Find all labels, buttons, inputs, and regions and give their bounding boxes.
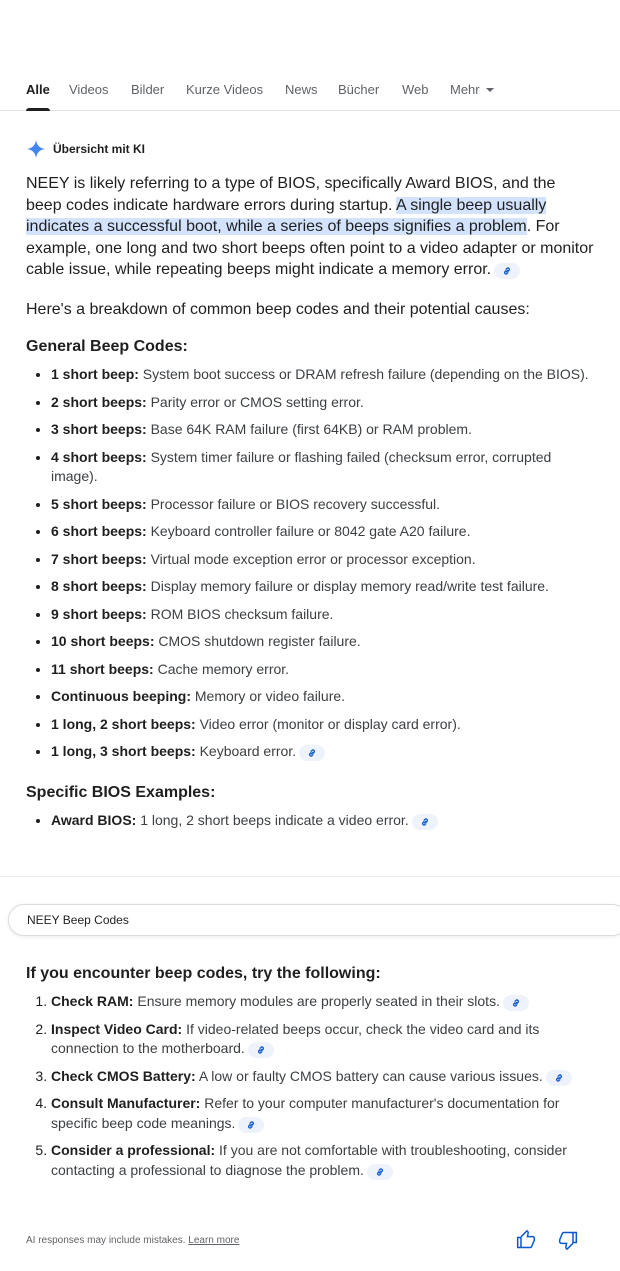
ai-overview-content [26,173,594,838]
beep-code-item [51,605,594,625]
source-link-button[interactable] [412,814,438,830]
source-link-button[interactable] [299,745,325,761]
step-item-term: Consider a professional: [51,1142,216,1158]
thumbs-down-button[interactable] [558,1230,578,1250]
intro-text-2: . For example, one long and two short beeps often point to a video adapter or monitor cable issue, while repeating beeps might indicate a memory error. [26,218,594,278]
step-item-text: A low or faulty CMOS battery can cause various issues. [198,1067,543,1084]
beep-code-item [51,687,594,707]
beep-code-item-term: 11 short beeps: [51,660,154,677]
step-item [51,1094,594,1133]
beep-code-item-text: System timer failure or flashing failed (checksum error, corrupted image). [51,448,552,484]
tab-web[interactable]: Web [402,82,429,97]
step-item-text: If you are not comfortable with troubleshooting, consider contacting a professional to diagnose the problem. [51,1142,567,1178]
steps-list [26,992,594,1180]
link-icon [307,748,317,758]
beep-code-item-term: 1 short beep: [51,366,139,382]
step-item-text: If video-related beeps occur, check the video card and its connection to the motherboard. [51,1020,540,1056]
bios-example-item-text: 1 long, 2 short beeps indicate a video error. [140,811,409,828]
beep-code-item-term: 6 short beeps: [51,523,147,539]
beep-code-item [51,393,594,413]
step-item-term: Check RAM: [51,993,134,1009]
steps-heading: If you encounter beep codes, try the following: [26,965,381,982]
general-beep-list [26,365,594,762]
beep-code-item [51,742,594,762]
beep-code-item-text: Virtual mode exception error or processor exception. [150,550,476,567]
link-icon [554,1073,564,1083]
link-icon [420,817,430,827]
tab-videos[interactable]: Videos [69,82,109,97]
tab-news[interactable]: News [285,82,318,97]
beep-code-item [51,495,594,515]
beep-code-item [51,522,594,542]
beep-code-item-text: CMOS shutdown register failure. [158,633,361,649]
beep-code-item [51,550,594,570]
beep-code-item-text: Memory or video failure. [194,688,346,704]
beep-code-item-text: Keyboard error. [199,743,297,759]
learn-more-link[interactable]: Learn more [188,1235,240,1246]
step-item [51,1020,594,1059]
beep-code-item-text: Cache memory error. [157,660,290,677]
beep-code-item-term: 8 short beeps: [51,578,147,594]
bios-example-item-term: Award BIOS: [51,811,137,828]
link-icon [511,998,521,1008]
source-link-button[interactable] [367,1164,393,1180]
beep-code-item-text: ROM BIOS checksum failure. [150,605,334,622]
source-link-button[interactable] [238,1117,264,1133]
beep-code-item-text: Processor failure or BIOS recovery successful. [150,495,441,512]
thumbs-up-button[interactable] [516,1230,536,1250]
beep-code-item [51,577,594,597]
tab-buecher[interactable]: Bücher [338,82,380,97]
troubleshooting-steps [26,965,594,1188]
step-item-term: Check CMOS Battery: [51,1067,196,1084]
beep-code-item [51,365,594,385]
link-icon [256,1045,266,1055]
beep-code-item [51,660,594,680]
follow-up-search-bar [0,876,620,960]
beep-code-item-term: 7 short beeps: [51,550,147,567]
link-icon [375,1167,385,1177]
beep-code-item-term: 1 long, 2 short beeps: [51,715,196,732]
step-item [51,1141,594,1180]
link-icon [502,266,512,276]
beep-code-item-text: Base 64K RAM failure (first 64KB) or RAM problem. [150,421,472,437]
specific-bios-heading: Specific BIOS Examples: [26,783,216,801]
thumbs-down-icon [558,1230,578,1250]
intro-text-1: NEEY is likely referring to a type of BIOS, specifically Award BIOS, and the beep codes indicate hardware errors during startup. [26,175,556,214]
source-link-button[interactable] [503,995,529,1011]
step-item-text: Ensure memory modules are properly seated in their slots. [137,993,500,1009]
beep-code-item [51,448,594,487]
tab-alle[interactable]: Alle [26,82,50,97]
step-item-term: Inspect Video Card: [51,1020,183,1037]
step-item-term: Consult Manufacturer: [51,1095,201,1111]
beep-code-item-term: 9 short beeps: [51,605,147,622]
ai-footer [26,1230,594,1250]
bios-example-item [51,811,594,831]
intro-highlight: A single beep usually indicates a successful boot, while a series of beeps signifies a problem [26,196,547,235]
search-input[interactable] [8,904,620,936]
beep-code-item-term: 5 short beeps: [51,495,147,512]
beep-code-item [51,715,594,735]
intro-paragraph [26,173,594,281]
beep-code-item-text: Display memory failure or display memory read/write test failure. [150,578,549,594]
tab-kurze-videos[interactable]: Kurze Videos [186,82,264,97]
beep-code-item-term: 1 long, 3 short beeps: [51,743,196,759]
tab-bilder[interactable]: Bilder [131,82,165,97]
source-link-button[interactable] [248,1042,274,1058]
beep-code-item-term: 2 short beeps: [51,393,147,410]
beep-code-item-text: Keyboard controller failure or 8042 gate A20 failure. [150,523,471,539]
ai-overview-label: Übersicht mit KI [53,142,146,156]
sparkle-icon [26,139,46,159]
tab-mehr-label: Mehr [450,82,480,97]
beep-code-item-text: System boot success or DRAM refresh failure (depending on the BIOS). [142,366,589,382]
beep-code-item-text: Video error (monitor or display card error). [199,715,461,732]
link-icon [246,1120,256,1130]
general-beep-heading: General Beep Codes: [26,338,188,355]
disclaimer [26,1235,239,1246]
step-item [51,992,594,1012]
source-link-button[interactable] [546,1070,572,1086]
beep-code-item-term: 3 short beeps: [51,421,147,437]
beep-code-item-term: 4 short beeps: [51,448,147,465]
beep-code-item [51,420,594,440]
disclaimer-text: AI responses may include mistakes. [26,1235,186,1246]
tab-mehr[interactable] [450,82,494,97]
beep-code-item-text: Parity error or CMOS setting error. [150,393,364,410]
step-item-text: Refer to your computer manufacturer's documentation for specific beep code meanings. [51,1095,560,1131]
breakdown-paragraph: Here's a breakdown of common beep codes and their potential causes: [26,300,530,318]
specific-bios-list [26,811,594,831]
beep-code-item [51,632,594,652]
beep-code-item-term: 10 short beeps: [51,633,155,649]
ai-overview-header [26,138,145,160]
thumbs-up-icon [516,1230,536,1250]
caret-down-icon [486,88,494,92]
beep-code-item-term: Continuous beeping: [51,688,191,704]
source-link-button[interactable] [494,263,520,279]
step-item [51,1067,594,1087]
search-tabs [0,80,620,111]
